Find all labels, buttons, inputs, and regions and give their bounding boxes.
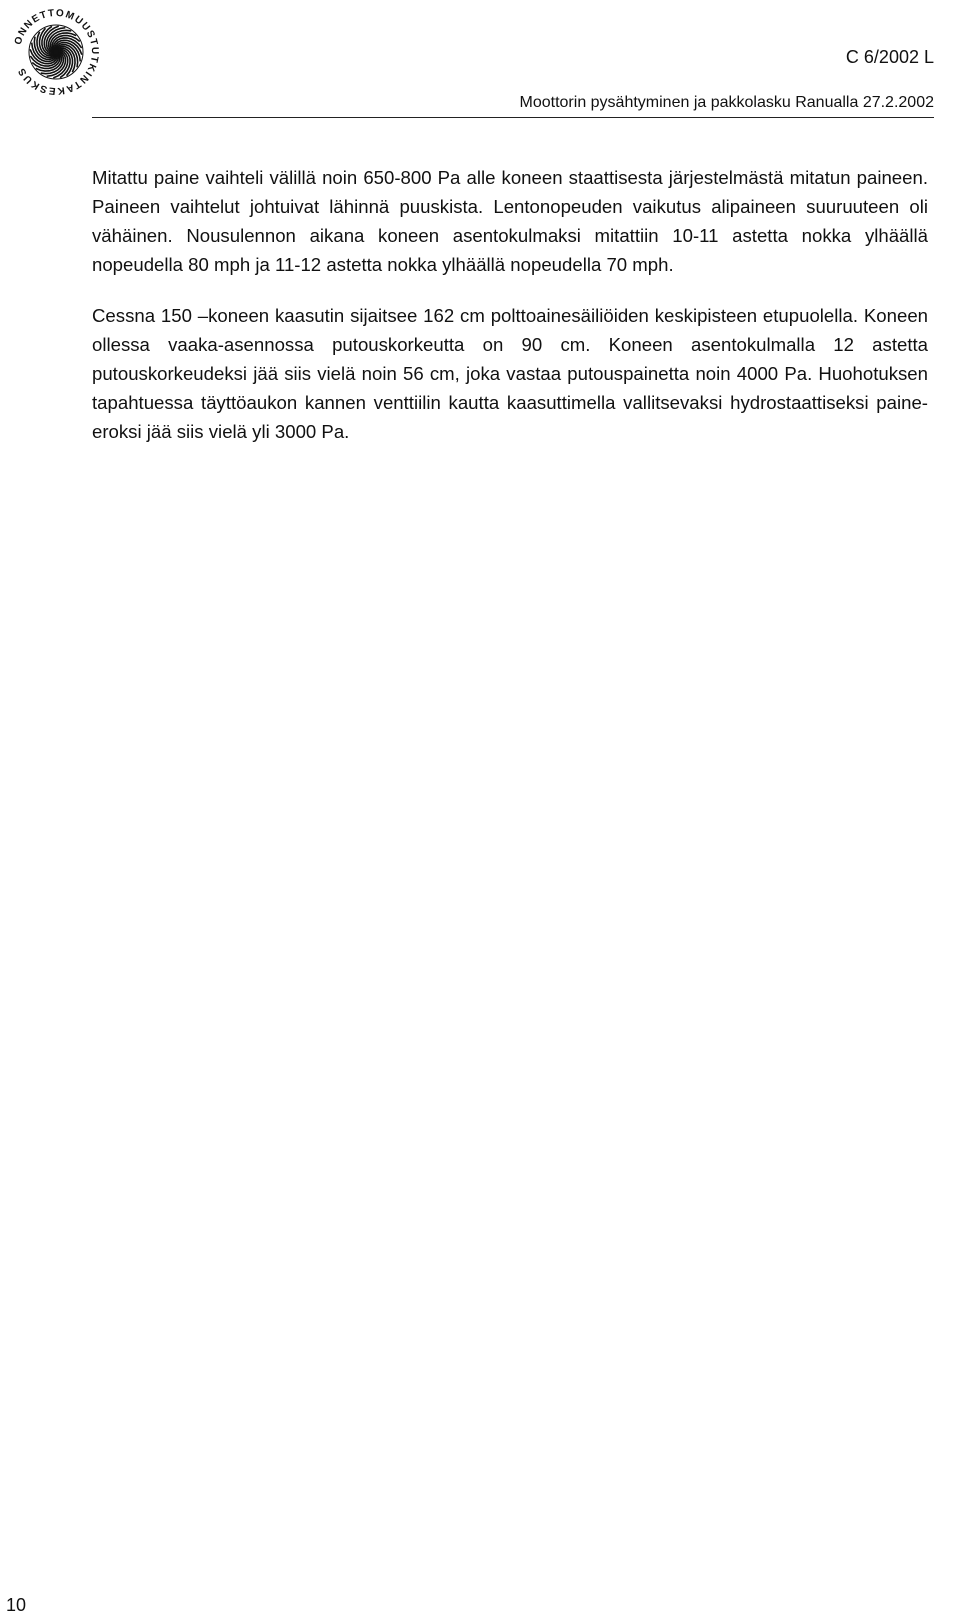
logo-spiral-icon [30,26,82,78]
document-code: C 6/2002 L [845,47,934,67]
paragraph: Mitattu paine vaihteli välillä noin 650-800 Pa alle koneen staattisesta järjestelmästä mitatun paineen. Paineen vaihtelut johtuivat lähinnä puuskista. Lentonopeuden vaikutus alipaineen suuruuteen oli vähäinen. Nousulennon aikana koneen asentokulmaksi mitattiin 10-11 astetta nokka ylhäällä nopeudella 80 mph ja 11-12 astetta nokka ylhäällä nopeudella 70 mph. [92,167,928,275]
logo-ring-text: ONNETTOMUUSTUTKINTAKESKUS [12,7,101,97]
logo-seal-icon [0,0,112,104]
paragraph: Cessna 150 –koneen kaasutin sijaitsee 162 cm polttoainesäiliöiden keskipisteen etupuolella. Koneen ollessa vaaka-asennossa putouskorkeutta on 90 cm. Koneen asentokulmalla 12 astetta putouskorkeudeksi jää siis vielä noin 56 cm, joka vastaa putouspainetta noin 4000 Pa. Huohotuksen tapahtuessa täyttöaukon kannen venttiilin kautta kaasuttimella vallitsevaksi hydrostaattiseksi paine-eroksi jää siis vielä yli 3000 Pa. [92,305,928,442]
document-subtitle: Moottorin pysähtyminen ja pakkolasku Ranualla 27.2.2002 [519,94,934,111]
organization-logo [0,0,112,104]
header-divider [92,117,934,118]
body-text [92,163,928,468]
page-number: 10 [6,1595,27,1615]
